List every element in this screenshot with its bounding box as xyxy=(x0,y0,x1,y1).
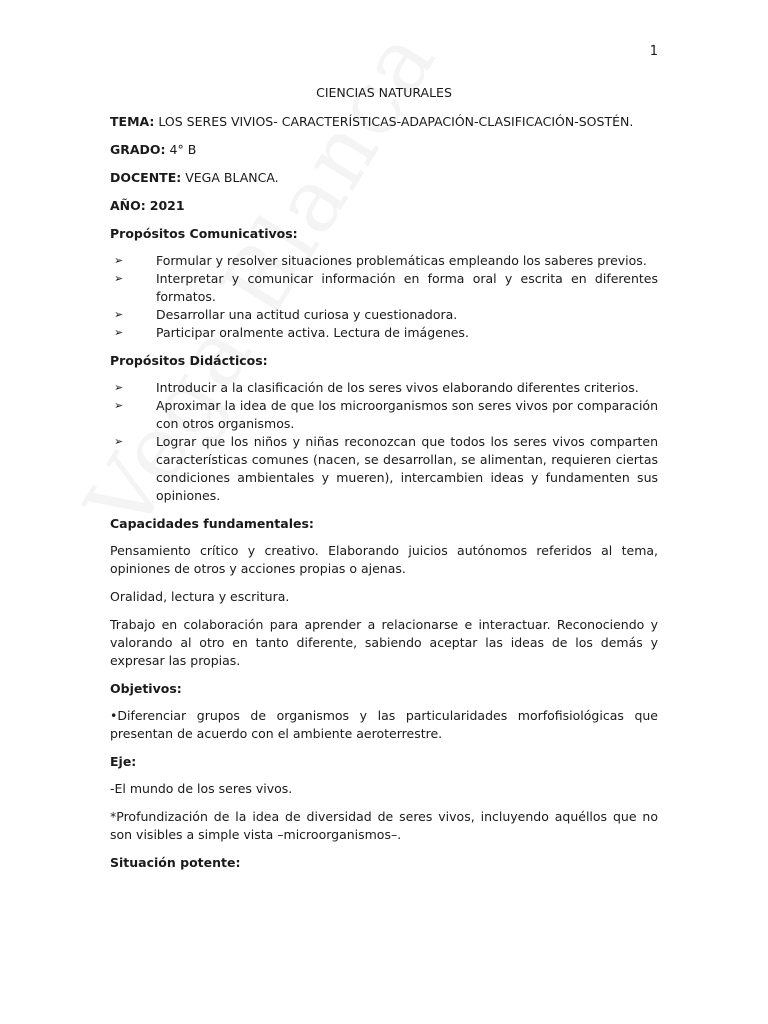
capacidades-heading: Capacidades fundamentales: xyxy=(110,516,314,531)
capacidades-paragraph: Pensamiento crítico y creativo. Elaborando juicios autónomos referidos al tema, opiniones de otros y acciones propias o ajenas. xyxy=(110,543,658,576)
capacidades-paragraph: Oralidad, lectura y escritura. xyxy=(110,589,290,604)
tema-label: TEMA: xyxy=(110,114,155,129)
list-item: ➢ Participar oralmente activa. Lectura de imágenes. xyxy=(114,325,469,340)
tema-value: LOS SERES VIVIOS- CARACTERÍSTICAS-ADAPACIÓN-CLASIFICACIÓN-SOSTÉN. xyxy=(158,114,634,129)
list-item: ➢ Aproximar la idea de que los microorganismos son seres vivos por comparación con otros organismos. xyxy=(114,398,658,431)
tema-field xyxy=(110,113,658,131)
list-item: ➢ Introducir a la clasificación de los seres vivos elaborando diferentes criterios. xyxy=(114,380,639,395)
propositos-didacticos-heading: Propósitos Didácticos: xyxy=(110,353,268,368)
arrow-bullet-icon: ➢ xyxy=(114,399,124,412)
arrow-bullet-icon: ➢ xyxy=(114,308,124,321)
grado-field xyxy=(110,141,658,159)
docente-value: VEGA BLANCA. xyxy=(185,170,279,185)
objetivos-text: •Diferenciar grupos de organismos y las particularidades morfofisiológicas que presentan de acuerdo con el ambiente aeroterrestre. xyxy=(110,708,658,741)
objetivos-heading: Objetivos: xyxy=(110,681,182,696)
document-title: CIENCIAS NATURALES xyxy=(316,85,452,100)
propositos-didacticos-list xyxy=(110,379,658,505)
list-item: ➢ Interpretar y comunicar información en forma oral y escrita en diferentes formatos. xyxy=(114,271,658,304)
grado-value: 4° B xyxy=(169,142,197,157)
capacidades-paragraph: Trabajo en colaboración para aprender a relacionarse e interactuar. Reconociendo y valorando al otro en tanto diferente, sabiendo aceptar las ideas de los demás y expresar las propias. xyxy=(110,617,658,668)
list-item: ➢ Desarrollar una actitud curiosa y cuestionadora. xyxy=(114,307,458,322)
grado-label: GRADO: xyxy=(110,142,166,157)
arrow-bullet-icon: ➢ xyxy=(114,381,124,394)
arrow-bullet-icon: ➢ xyxy=(114,326,124,339)
anio-label: AÑO: xyxy=(110,198,146,213)
eje-heading: Eje: xyxy=(110,754,137,769)
arrow-bullet-icon: ➢ xyxy=(114,272,124,285)
arrow-bullet-icon: ➢ xyxy=(114,435,124,448)
page-number: 1 xyxy=(649,44,658,59)
eje-paragraph: *Profundización de la idea de diversidad de seres vivos, incluyendo aquéllos que no son visibles a simple vista –microorganismos–. xyxy=(110,809,658,842)
document-body xyxy=(110,84,658,881)
propositos-comunicativos-heading: Propósitos Comunicativos: xyxy=(110,226,298,241)
eje-paragraph: -El mundo de los seres vivos. xyxy=(110,781,293,796)
situacion-potente-heading: Situación potente: xyxy=(110,855,241,870)
anio-field xyxy=(110,197,658,215)
arrow-bullet-icon: ➢ xyxy=(114,254,124,267)
docente-field xyxy=(110,169,658,187)
anio-value: 2021 xyxy=(149,198,185,213)
list-item: ➢ Lograr que los niños y niñas reconozcan que todos los seres vivos comparten características comunes (nacen, se desarrollan, se alimentan, requieren ciertas condiciones ambientales y mueren), intercambien ideas y fundamenten sus opiniones. xyxy=(114,434,658,503)
docente-label: DOCENTE: xyxy=(110,170,182,185)
list-item: ➢ Formular y resolver situaciones problemáticas empleando los saberes previos. xyxy=(114,253,647,268)
propositos-comunicativos-list xyxy=(110,252,658,342)
